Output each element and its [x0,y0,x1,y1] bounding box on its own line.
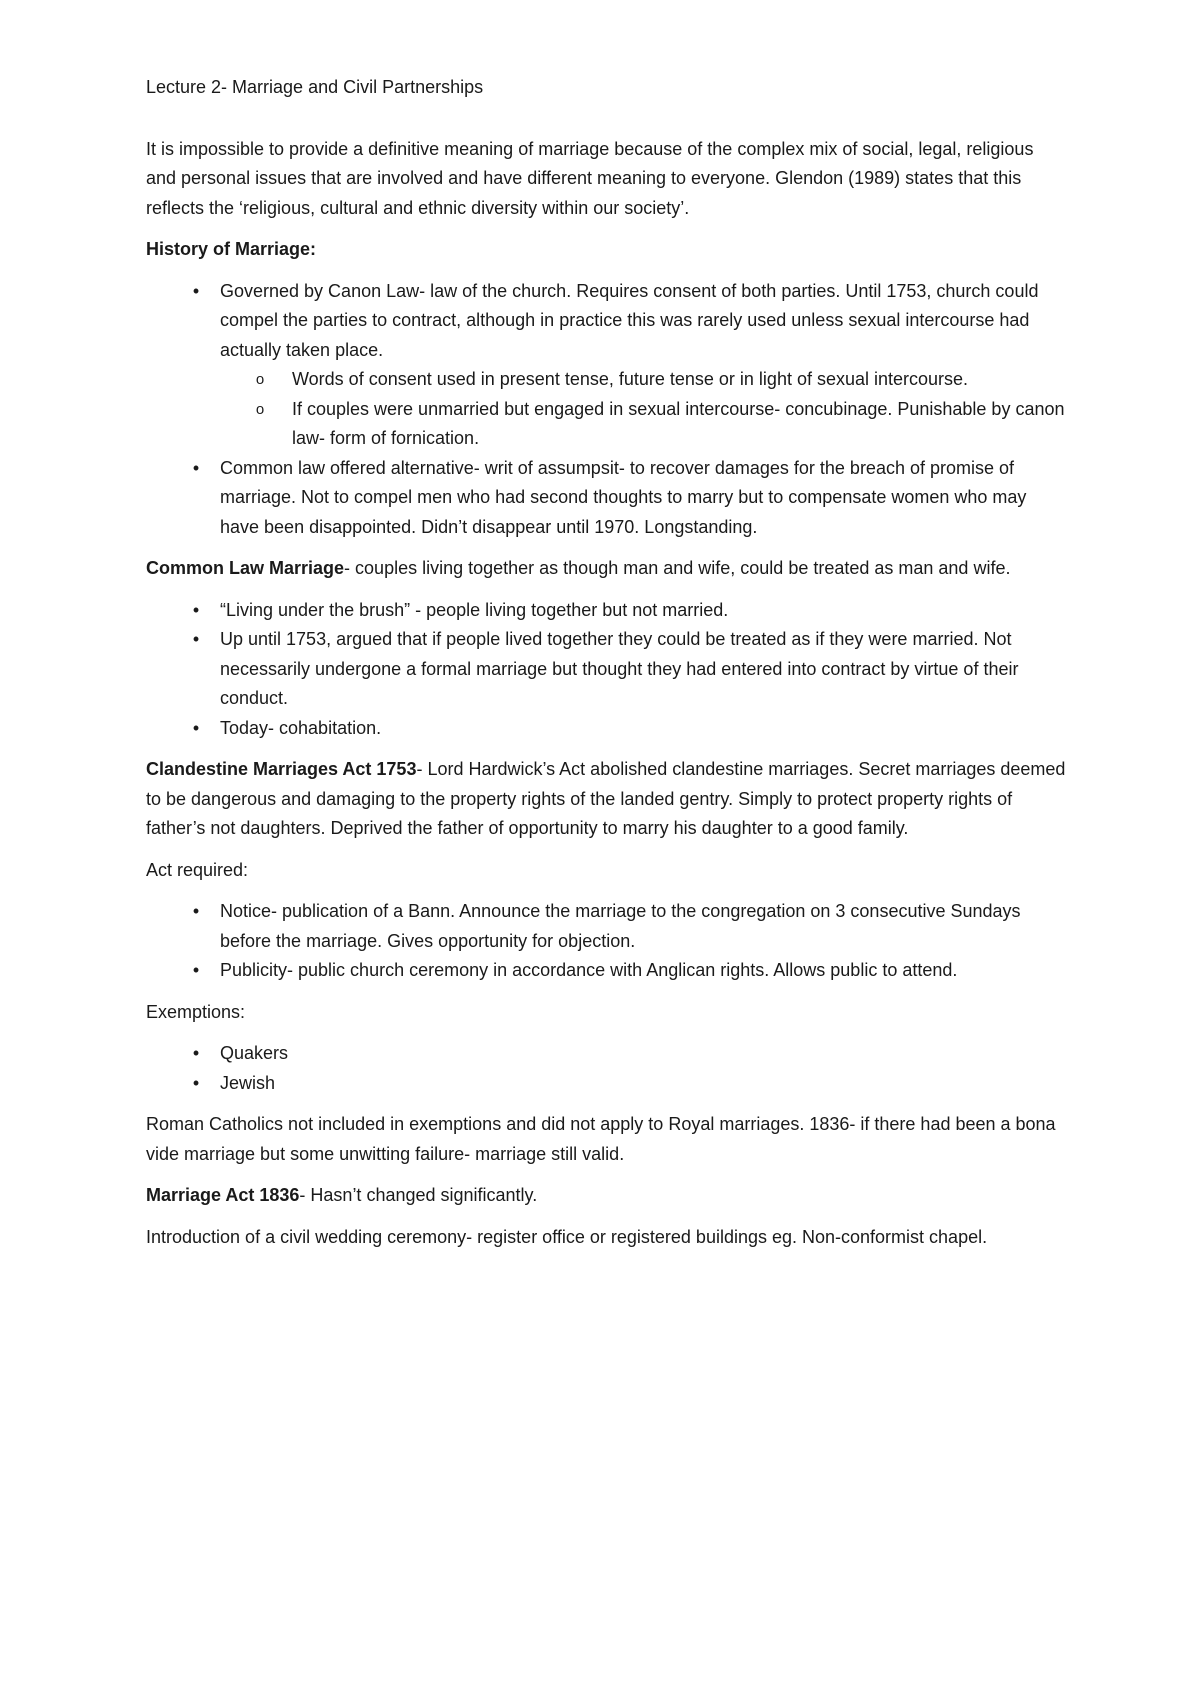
common-law-list [146,596,1066,744]
common-law-heading: Common Law Marriage [146,558,345,578]
act-required-heading: Act required: [146,859,249,880]
list-item [146,897,1066,956]
bullet-icon: • [192,629,200,649]
list-item-text: Jewish [220,1072,276,1093]
list-item-text: Today- cohabitation. [220,717,382,738]
list-item-text: Publicity- public church ceremony in accordance with Anglican rights. Allows public to attend. [220,960,958,980]
sub-bullet-icon: o [255,371,265,388]
list-item [146,277,1066,454]
bullet-icon: • [192,901,200,921]
common-law-text: - couples living together as though man and wife, could be treated as man and wife. [344,558,1011,578]
sub-bullet-icon: o [255,400,265,418]
list-item-text: Quakers [220,1043,289,1063]
common-law-paragraph [146,554,1066,584]
clandestine-heading: Clandestine Marriages Act 1753 [146,759,417,779]
list-item [146,454,1066,543]
bullet-icon: • [192,1043,200,1063]
list-item [146,625,1066,714]
list-item [146,956,1066,986]
list-item-text: Notice- publication of a Bann. Announce the marriage to the congregation on 3 consecutive Sundays before the marriage. Gives opportunity for objection. [220,901,1021,951]
sub-list-item [220,395,1066,454]
clandestine-text: - Lord Hardwick’s Act abolished clandestine marriages. Secret marriages deemed to be dangerous and damaging to the property rights of the landed gentry. Simply to protect property rights of father’s not daughters. Deprived the father of opportunity to marry his daughter to a good family. [146,759,1066,838]
list-item [146,714,1066,744]
bullet-icon: • [192,1072,200,1093]
clandestine-paragraph [146,755,1066,844]
marriage-act-heading: Marriage Act 1836 [146,1185,300,1205]
list-item [146,1069,1066,1099]
list-item-text: Governed by Canon Law- law of the church. Requires consent of both parties. Until 1753, church could compel the parties to contract, although in practice this was rarely used unless sexual intercourse had actually taken place. [220,280,1039,360]
bullet-icon: • [192,457,200,478]
page-title: Lecture 2- Marriage and Civil Partnerships [146,77,484,97]
sub-list-item [220,365,1066,395]
bullet-icon: • [192,717,200,738]
exemptions-list [146,1039,1066,1098]
history-sub-list [220,365,1066,454]
history-heading: History of Marriage: [146,239,317,259]
marriage-act-text: - Hasn’t changed significantly. [299,1185,538,1205]
intro-paragraph: It is impossible to provide a definitive meaning of marriage because of the complex mix of social, legal, religious and personal issues that are involved and have different meaning to everyone. Glendon (1989) states that this reflects the ‘religious, cultural and ethnic diversity within our society’. [146,138,1034,218]
document-page [146,73,1066,1264]
list-item-text: Common law offered alternative- writ of assumpsit- to recover damages for the breach of promise of marriage. Not to compel men who had second thoughts to marry but to compensate women who may have been disappointed. Didn’t disappear until 1970. Longstanding. [220,457,1027,537]
bullet-icon: • [192,280,200,301]
marriage-act-paragraph [146,1181,1066,1211]
sub-list-item-text: If couples were unmarried but engaged in sexual intercourse- concubinage. Punishable by canon law- form of fornication. [292,398,1065,448]
list-item-text: Up until 1753, argued that if people lived together they could be treated as if they were married. Not necessarily undergone a formal marriage but thought they had entered into contract by virtue of their conduct. [220,629,1019,708]
sub-list-item-text: Words of consent used in present tense, future tense or in light of sexual intercourse. [292,369,969,389]
bullet-icon: • [192,960,200,980]
list-item [146,1039,1066,1069]
list-item-text: “Living under the brush” - people living together but not married. [220,599,729,620]
list-item [146,596,1066,626]
history-list [146,277,1066,543]
roman-catholics-paragraph: Roman Catholics not included in exemptions and did not apply to Royal marriages. 1836- if there had been a bona vide marriage but some unwitting failure- marriage still valid. [146,1114,1056,1164]
civil-ceremony-paragraph: Introduction of a civil wedding ceremony- register office or registered buildings eg. Non-conformist chapel. [146,1226,988,1247]
exemptions-heading: Exemptions: [146,1001,246,1022]
bullet-icon: • [192,599,200,620]
act-required-list [146,897,1066,986]
